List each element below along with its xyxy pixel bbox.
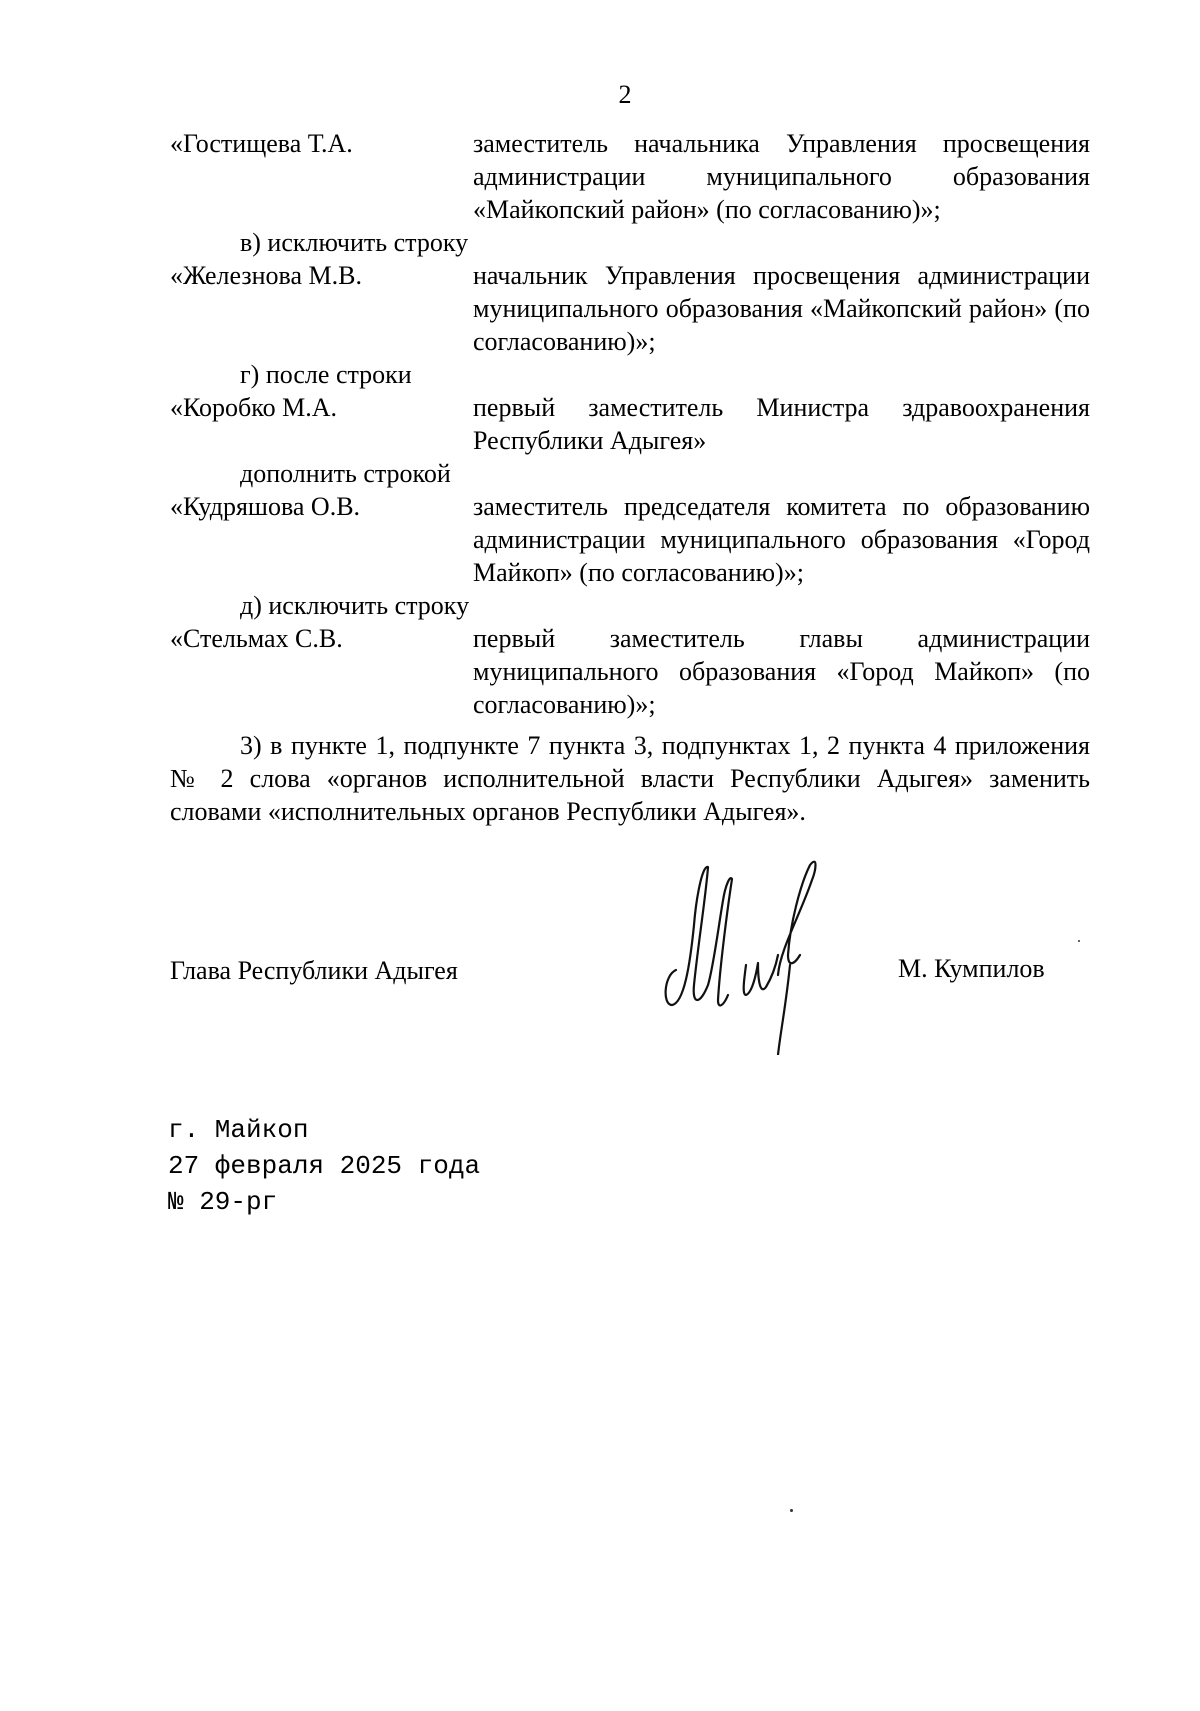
instruction-add: дополнить строкой <box>240 459 451 488</box>
entry-name: «Гостищева Т.А. <box>170 129 353 158</box>
entry-korobko <box>170 391 1090 457</box>
instruction-v: в) исключить строку <box>240 228 469 257</box>
entry-description: заместитель председателя комитета по образованию администрации муниципального образования «Город Майкоп» (по согласованию)»; <box>473 492 1090 587</box>
document-footer <box>168 1112 480 1220</box>
entry-name: «Железнова М.В. <box>170 261 362 290</box>
entry-name: «Стельмах С.В. <box>170 624 343 653</box>
entry-description: первый заместитель главы администрации муниципального образования «Город Майкоп» (по согласованию)»; <box>473 624 1090 719</box>
entry-name: «Коробко М.А. <box>170 393 337 422</box>
entry-description: начальник Управления просвещения администрации муниципального образования «Майкопский район» (по согласованию)»; <box>473 261 1090 356</box>
entry-description: заместитель начальника Управления просвещения администрации муниципального образования «Майкопский район» (по согласованию)»; <box>473 129 1090 224</box>
entry-zheleznova <box>170 259 1090 358</box>
entry-stelmakh <box>170 622 1090 721</box>
signer-title: Глава Республики Адыгея <box>170 956 458 985</box>
instruction-d: д) исключить строку <box>240 591 470 620</box>
footer-date: 27 февраля 2025 года <box>168 1151 481 1181</box>
entry-name: «Кудряшова О.В. <box>170 492 361 521</box>
handwritten-signature <box>650 855 850 1055</box>
footer-city: г. Майкоп <box>168 1115 309 1145</box>
instruction-g: г) после строки <box>240 360 412 389</box>
signer-name: М. Кумпилов <box>898 954 1045 983</box>
entry-kudryashova <box>170 490 1090 589</box>
footer-number: № 29-рг <box>168 1187 278 1217</box>
paragraph-3: 3) в пункте 1, подпункте 7 пункта 3, подпунктах 1, 2 пункта 4 приложения № 2 слова «органов исполнительной власти Республики Адыгея» заменить словами «исполнительных органов Республики Адыгея». <box>170 731 1090 826</box>
scan-speck <box>1078 940 1080 942</box>
entry-gostishcheva <box>170 127 1090 226</box>
scan-speck <box>790 1509 793 1512</box>
entry-description: первый заместитель Министра здравоохранения Республики Адыгея» <box>473 393 1090 455</box>
page-number: 2 <box>618 80 632 109</box>
